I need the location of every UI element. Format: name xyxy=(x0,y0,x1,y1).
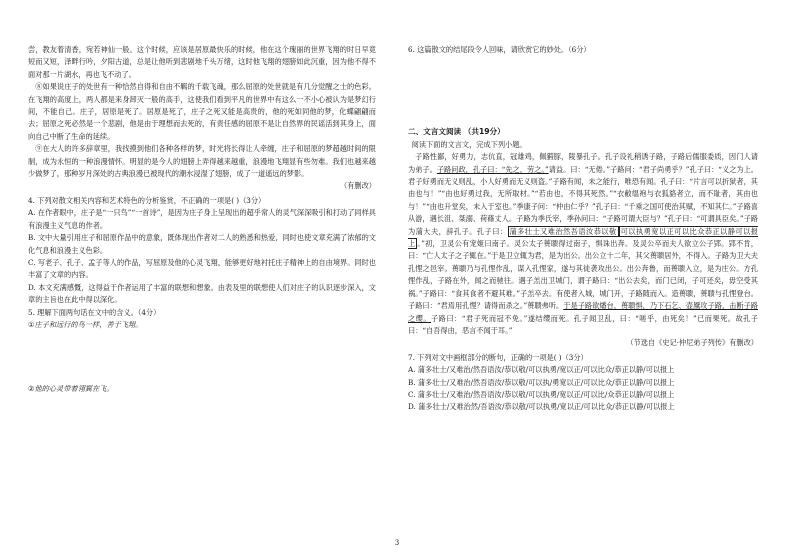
question-7: 7. 下列对文中画框部分的断句，正确的一项是( )（3分） xyxy=(408,352,588,362)
question-4-option-c: C. 写老子、孔子、孟子等人的作品，写屈原及他的心灵飞翔，能够更好地衬托庄子精神上的自由境界。同时也丰富了文章的内容。 xyxy=(28,257,376,280)
answer-space xyxy=(28,331,376,383)
page-number: 3 xyxy=(394,539,400,547)
essay-paragraph-7: 尝，教友着清香，宛若神仙一般。这个时候，应该是居原最快乐的时候，他在这个瑰丽的世界飞翔的时日早竟短而又短，泽畔行吟，夕阳古道，总是让他听到悲剧地千头万绪，这时他飞翔的翅膀如此沉重，因为他不得不面对那一片湖水，再也飞不动了。 xyxy=(28,45,376,79)
question-4-option-a: A. 在作者眼中，庄子是“一只鸟”“一首诗”，是因为庄子身上呈现出的超乎常人的灵气深深吸引和打动了同样具有浪漫主义气息的作者。 xyxy=(28,208,376,230)
question-7-option-d: D. 蒲多壮士/又难治然/吾语汝/恭以敬/可以执勇/宽以正/可以比众/恭正以静/可以报上 xyxy=(408,402,675,412)
underlined-sentence: 于是子路欲燔台，蒉聩惧，乃下石乞、壶黡攻子路，击断子路之缨。 xyxy=(408,301,758,323)
text-segment: 子路性鄙，好勇力，志伉直，冠雄鸡，佩豭豚，陵暴孔子。孔子设礼稍诱子路，子路后儒服委质，因门人请为弟子。 xyxy=(408,152,758,174)
question-7-option-a: A. 蒲多壮士/又难治/然吾语汝/恭以敬/可以执勇/宽以正/可以比众/恭正以静/可以报上 xyxy=(408,365,675,375)
section-heading: 二、文言文阅读 （共19分） xyxy=(408,127,505,137)
essay-paragraph-8: ⑧如果说庄子的处世有一种恰然自得和自由不羁的千载飞魂，那么屈原的处世就是有几分觉醒之士的色彩。在飞翔的高度上，两人都是来身卸灭一般的高手，这使我们看到平凡的世界中有这么一不小心被认为是梦幻行间，不能自己。庄子，居原是死了。居原是死了，庄子之死又能是高贵的，他的死如同他的梦，化蝶翩翩而去；屈原之死必然是一个悲剧，他是由于理想而去死的，有责任感的屈原不是让自然界的民谣活到其身上，面向自己中断了生命的延续。 xyxy=(28,82,376,141)
underlined-sentence: 子路问政，孔子曰：“先之，劳之。” xyxy=(436,164,549,174)
answer-space xyxy=(408,56,758,126)
question-4: 4. 下列对散文相关内容和艺术特色的分析鉴赏，不正确的一项是( )（3分） xyxy=(28,195,266,205)
question-5-answer-2: ②他的心灵带着翎翼在飞。 xyxy=(28,384,114,394)
question-4-option-d: D. 本文充满感慨，这得益于作者运用了丰富的联想和想象。由表及里的联想使人们对庄子的认识逐步深入，文章的主旨也在此中得以深化。 xyxy=(28,282,376,305)
question-5: 5. 理解下面两句话在文中的含义。（4分） xyxy=(28,307,161,317)
text-source: （节选自《史记·仲尼弟子列传》有删改） xyxy=(626,338,758,348)
text-segment: 请益。曰：“无倦。”子路问：“君子尚勇乎？”孔子曰：“义之为上。君子好勇而无义则乱，小人好勇而无义则盗。”子路有闻，未之能行，唯恐有闻。孔子曰：“片言可以折狱者，其由也与！”“由也好勇过我，无所取材。”“若由也，不得其死然。”“衣敝缊袍与衣狐貉者立，而不耻者，其由也与！”“由也升堂矣，未入于室也。”季康子问：“仲由仁乎？”孔子曰：“千乘之国可使治其赋，不知其仁。”子路喜从游，遇长沮、桀溺、荷蓧丈人。子路为季氏宰，季孙问曰：“子路可谓大臣与？”孔子曰：“可谓具臣矣。”子路为蒲大夫，辞孔子。孔子曰： xyxy=(408,164,758,236)
text-segment: 子路曰：“君子死而冠不免。”遂结缨而死。孔子闻卫乱，曰：“嗟乎，由死矣！”已而果死。故孔子曰：“自吾得由，恶言不闻于耳。” xyxy=(408,313,758,335)
essay-source: （有删改） xyxy=(340,181,376,191)
text-segment: 。”初，卫灵公有宠姬曰南子。灵公太子蒉聩得过南子，惧诛出奔。及灵公卒而夫人欲立公子郢。郢不肯，曰：“亡人太子之子辄在。”于是卫立辄为君，是为出公。出公立十二年，其父蒉聩居外，不得入。子路为卫大夫孔悝之邑宰。蒉聩乃与孔悝作乱，谋入孔悝家，遂与其徒袭攻出公。出公奔鲁，而蒉聩入立，是为庄公。方孔悝作乱，子路在外，闻之而驰往。遇子羔出卫城门，谓子路曰：“出公去矣，而门已闭，子可还矣，毋空受其祸。”子路曰：“食其食者不避其难。”子羔卒去。有使者入城，城门开，子路随而入。造蒉聩，蒉聩与孔悝登台。子路曰：“君焉用孔悝？请得而杀之。”蒉聩弗听。 xyxy=(408,239,758,311)
essay-paragraph-9: ⑨在大人的许多辞章里，我找摸到他们各种各样的梦，时光将长得让人牵缠，庄子和屈原的梦超越时间的限制，成为永恒的一种浪漫情怀。明显的是今人的翅膀上弄得越来越重，浪漫地飞翔显有些勿难。我们也越来越少做梦了，那种岁月深处的古典浪漫已被现代的潮水浸湿了翅膀，成了一道遥远的梦影。 xyxy=(28,144,376,179)
question-6: 6. 这篇散文的结尾段令人回味，请欣赏它的妙处。（6分） xyxy=(408,45,591,54)
boxed-passage: 可以执勇宽以正可以比众恭正以静可以报上 xyxy=(408,226,758,249)
left-column xyxy=(28,44,376,396)
question-4-option-b: B. 文中大量引用庄子和屈原作品中的意象，既体现出作者对二人的熟悉和热爱，同时也使文章充满了浓郁的文化气息和浪漫主义色彩。 xyxy=(28,233,376,255)
boxed-passage: 蒲多壮士又难治然吾语汝恭以敬 xyxy=(509,226,617,236)
question-7-option-b: B. 蒲多壮士/又难治/然吾语汝/恭以敬/可以执/勇宽以正/可以比众/恭正以静/可以报上 xyxy=(408,377,675,387)
reading-instruction: 阅读下面的文言文，完成下列小题。 xyxy=(411,139,527,149)
question-5-answer-1: ①庄子和远行的鸟一样，善于飞翔。 xyxy=(28,319,143,329)
question-7-option-c: C. 蒲多壮士/又难治/然吾语汝/恭以敬/可以执勇/宽以正/可以比/众恭正以静/可以报上 xyxy=(408,389,675,399)
right-column xyxy=(408,44,758,414)
classical-text xyxy=(408,151,758,337)
